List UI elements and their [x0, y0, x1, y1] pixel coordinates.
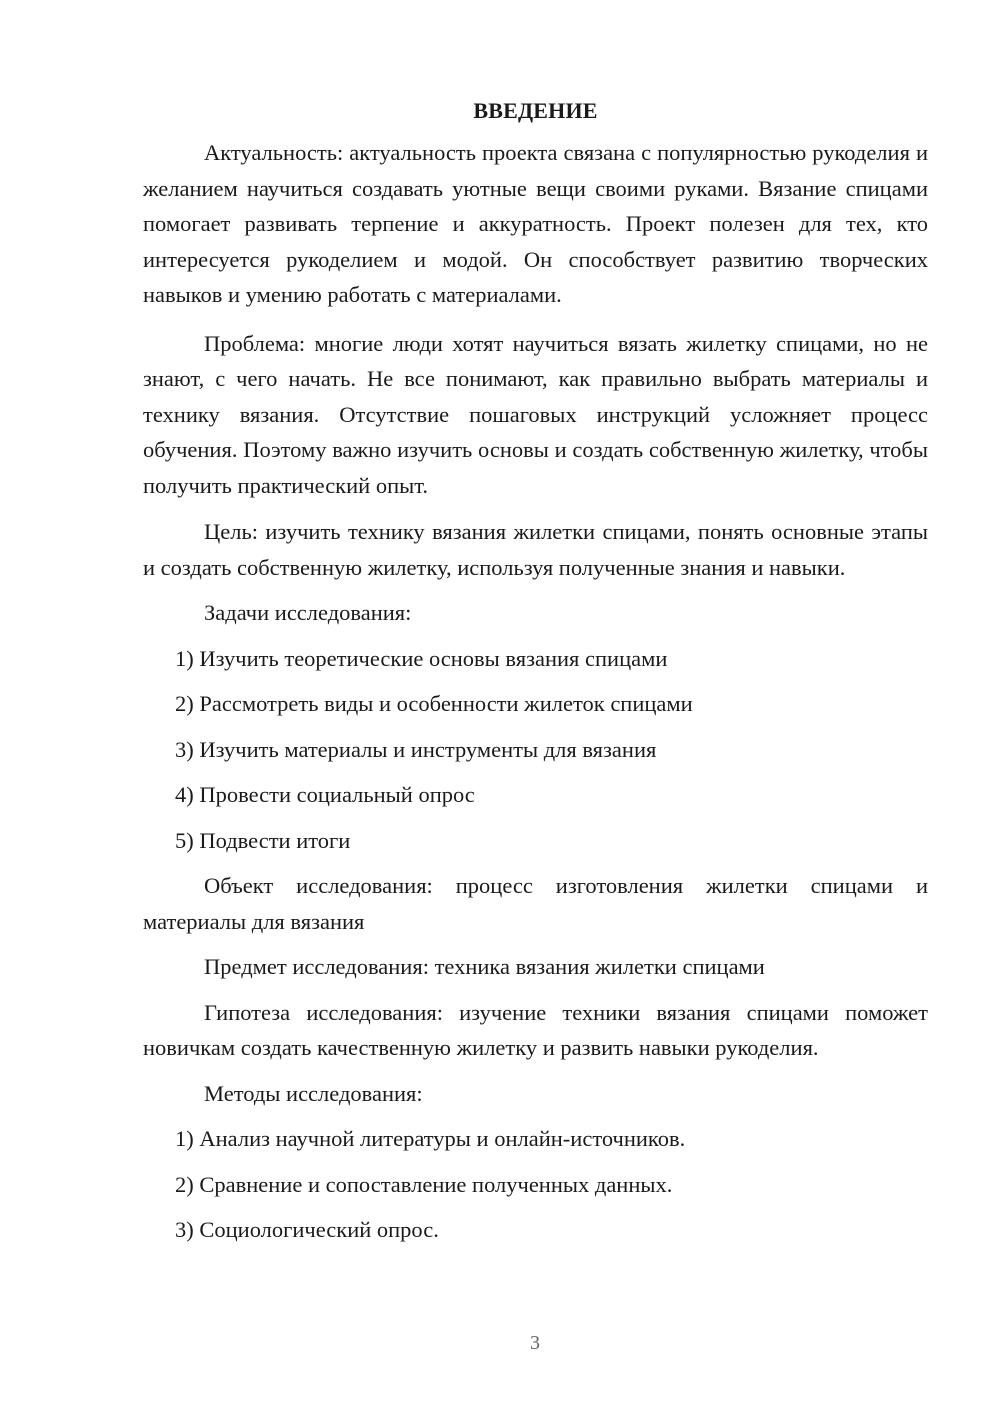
subject-paragraph: Предмет исследования: техника вязания жилетки спицами [204, 954, 765, 979]
page-title: ВВЕДЕНИЕ [473, 98, 598, 123]
list-item: 2) Сравнение и сопоставление полученных данных. [175, 1171, 673, 1197]
methods-list [143, 1121, 928, 1248]
list-item: 5) Подвести итоги [175, 827, 351, 853]
object-paragraph: Объект исследования: процесс изготовления жилетки спицами и материалы для вязания [143, 873, 928, 934]
document-page [143, 94, 928, 1248]
list-item: 2) Рассмотреть виды и особенности жилеток спицами [175, 691, 693, 716]
page-number: 3 [530, 1332, 540, 1354]
list-item: 3) Социологический опрос. [175, 1217, 439, 1242]
methods-label: Методы исследования: [204, 1080, 423, 1106]
list-item: 4) Провести социальный опрос [175, 782, 475, 807]
relevance-paragraph: Актуальность: актуальность проекта связана с популярностью рукоделия и желанием научиться создавать уютные вещи своими руками. Вязание спицами помогает развивать терпение и аккуратность. Проект полезен для тех, кто интересуется рукоделием и модой. Он способствует развитию творческих навыков и умению работать с материалами. [143, 140, 928, 307]
goal-paragraph: Цель: изучить технику вязания жилетки спицами, понять основные этапы и создать собственную жилетку, используя полученные знания и навыки. [143, 519, 928, 580]
list-item: 1) Анализ научной литературы и онлайн-источников. [175, 1126, 686, 1151]
tasks-list [143, 641, 928, 859]
hypothesis-paragraph: Гипотеза исследования: изучение техники вязания спицами поможет новичкам создать качественную жилетку и развить навыки рукоделия. [143, 999, 928, 1060]
problem-paragraph: Проблема: многие люди хотят научиться вязать жилетку спицами, но не знают, с чего начать. Не все понимают, как правильно выбрать материалы и технику вязания. Отсутствие пошаговых инструкций усложняет процесс обучения. Поэтому важно изучить основы и создать собственную жилетку, чтобы получить практический опыт. [143, 330, 928, 498]
tasks-label: Задачи исследования: [204, 600, 412, 625]
list-item: 1) Изучить теоретические основы вязания спицами [175, 645, 668, 671]
list-item: 3) Изучить материалы и инструменты для вязания [175, 736, 657, 762]
